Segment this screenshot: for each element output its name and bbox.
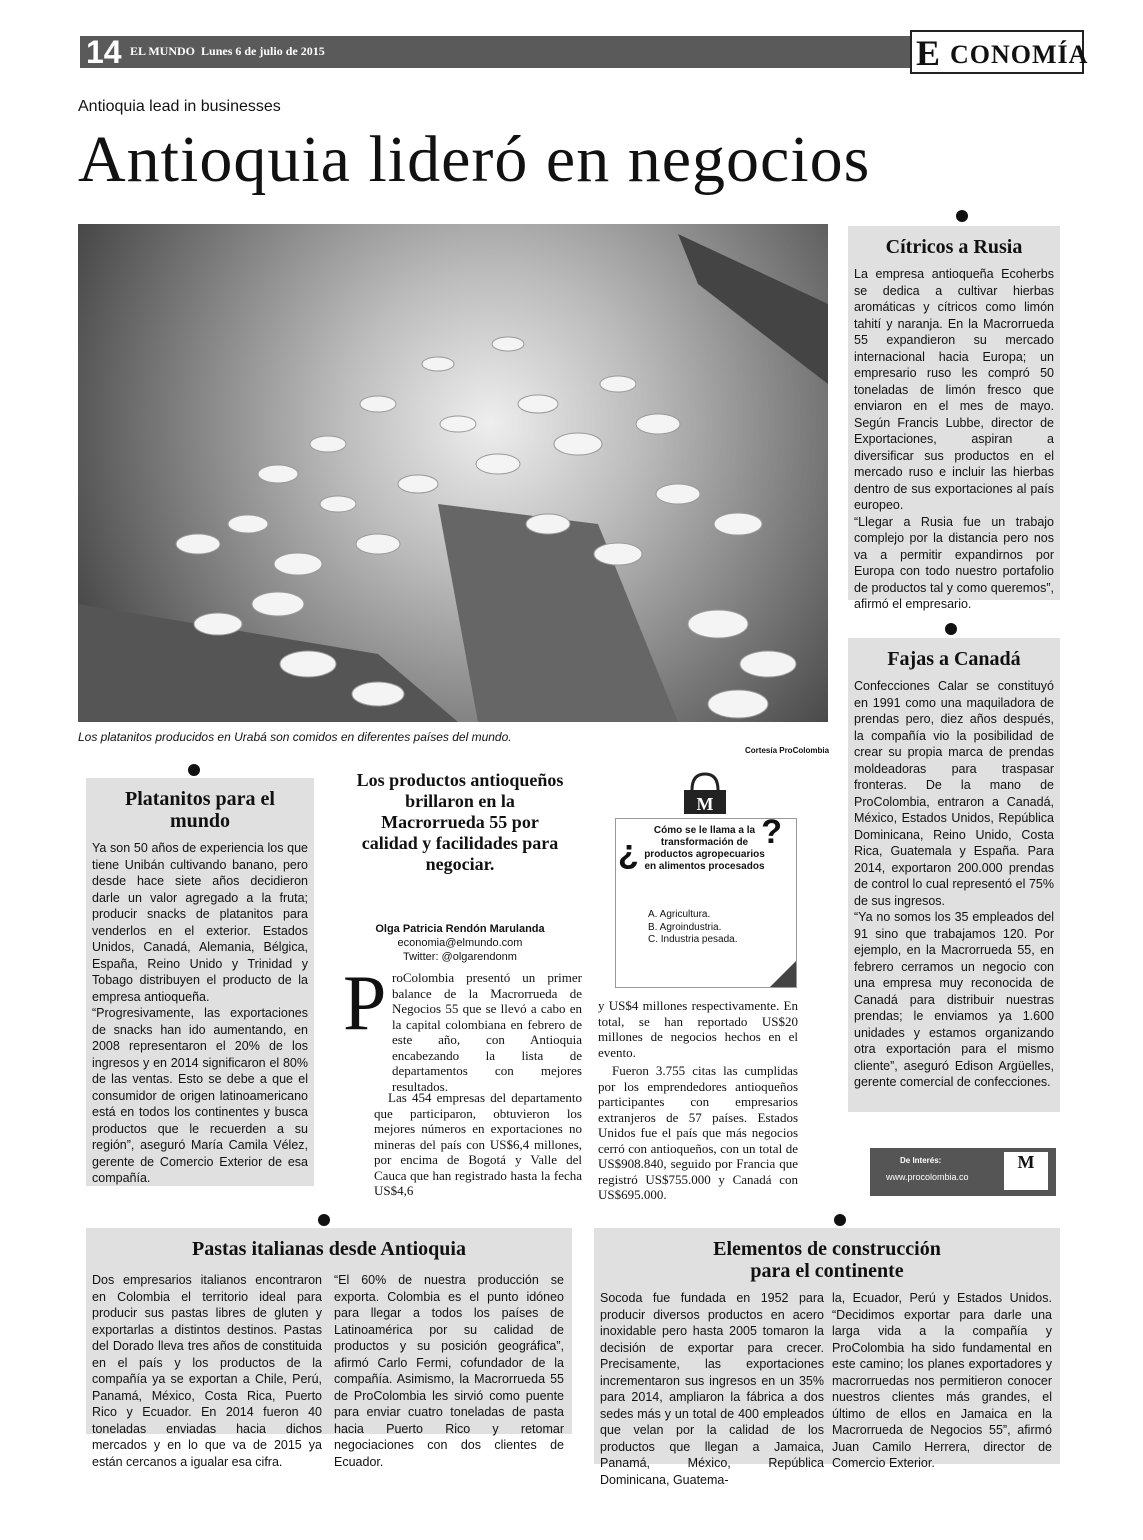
author-name: Olga Patricia Rendón Marulanda <box>375 923 545 935</box>
main-photo <box>78 224 828 722</box>
box-fajas <box>848 638 1060 1112</box>
pin-icon <box>188 764 200 776</box>
quiz-options <box>648 909 738 947</box>
box-platanitos-title: Platanitos para el mundo <box>125 788 275 832</box>
author-email: economia@elmundo.com <box>397 937 523 949</box>
pin-icon <box>945 623 957 635</box>
quiz-question: Cómo se le llama a la transformación de productos agropecuarios en alimentos procesados <box>644 825 765 872</box>
elmundo-logo: M <box>1004 1152 1048 1190</box>
box-fajas-title: Fajas a Canadá <box>887 648 1021 670</box>
box-fajas-p2: “Ya no somos los 35 empleados del 91 sino que trabajamos 120. Por ejemplo, en la Macrorrueda 55, en febrero cerramos un negocio con una empresa muy reconocida de Canadá para distribuir nuestras prendas; le enviamos ya 1.600 unidades y estamos organizando otra exportación para el mismo cliente”, aseguró Edison Argüelles, gerente comercial de confecciones. <box>854 910 1054 1089</box>
pin-icon <box>956 210 968 222</box>
box-pastas <box>86 1228 572 1469</box>
byline <box>355 922 565 964</box>
box-fajas-p1: Confecciones Calar se constituyó en 1991 como una maquiladora de prendas pero, diez años después, la compañía vio la posibilidad de crear su propia marca de prendas moldeadoras para traspasar fronteras. De la mano de ProColombia, entraron a Canadá, México, Estados Unidos, República Dominicana, Reino Unido, Costa Rica, Guatemala y España. Para 2014, exportaron 200.000 prendas de control lo cual representó el 75% de sus ingresos. <box>854 679 1054 908</box>
box-citricos-p1: La empresa antioqueña Ecoherbs se dedica a cultivar hierbas aromáticas y cítricos como limón tahití y naranja. En la Macrorrueda 55 expandieron su mercado internacional hacia Europa; un empresario ruso les compró 50 toneladas de limón fresco que enviaron en el mes de mayo. Según Francis Lubbe, director de Exportaciones, aspiran a diversificar sus productos en el mercado ruso e incluir las hierbas dentro de sus exportaciones al país europeo. <box>854 267 1054 512</box>
box-citricos-p2: “Llegar a Rusia fue un trabajo complejo por la distancia pero nos va a permitir expandirnos por Europa con todo nuestro portafolio de productos tal y como queremos”, afirmó el empresario. <box>854 514 1054 611</box>
quiz-open-mark: ¿ <box>618 833 639 871</box>
drop-cap: P <box>343 959 387 1046</box>
box-elementos-col1: Socoda fue fundada en 1952 para producir diversos productos en acero inoxidable pero hasta 2005 tomaron la decisión de exportar para crecer. Precisamente, las exportaciones incrementaron sus ingresos en un 35% para 2014, ampliaron la fábrica a dos sedes más y un total de 400 empleados que velan por la calidad de los productos que llegan a Jamaica, Panamá, México, República Dominicana, Guatema- <box>600 1291 824 1487</box>
photo-illustration <box>78 224 828 722</box>
section-initial: E <box>916 33 941 73</box>
section-rest: CONOMÍA <box>950 40 1089 69</box>
box-pastas-col1: Dos empresarios italianos encontraron en Colombia el territorio ideal para producir sus pastas libres de gluten y exportarlas a distintos destinos. Pastas del Dorado lleva tres años de constituida en el país y los productos de la compañía ya se exportan a Chile, Perú, Panamá, México, Costa Rica, Puerto Rico y Ecuador. En 2014 fueron 40 toneladas enviadas hacia dichos mercados y en lo que va de 2015 ya están cercanos a igualar esa cifra. <box>92 1273 322 1469</box>
box-elementos-title: Elementos de construcción para el continente <box>713 1238 941 1282</box>
svg-text:M: M <box>696 794 714 814</box>
quiz-option: A. Agricultura. <box>648 909 711 920</box>
box-platanitos-p1: Ya son 50 años de experiencia los que tiene Unibán cultivando banano, pero desde hace siete años decidieron darle un valor agregado a la fruta; producir snacks de platanitos para venderlos en el exterior. Estados Unidos, Canadá, Alemania, Bélgica, España, Reino Unido y Trinidad y Tobago distribuyen el producto de la empresa antioqueña. <box>92 841 308 1004</box>
quiz-option: C. Industria pesada. <box>648 934 738 945</box>
photo-credit: Cortesía ProColombia <box>745 746 830 755</box>
publication-date: Lunes 6 de julio de 2015 <box>201 44 325 58</box>
author-twitter: Twitter: @olgarendonm <box>403 951 517 963</box>
pin-icon <box>318 1214 330 1226</box>
kicker: Antioquia lead in businesses <box>78 98 281 115</box>
page-number: 14 <box>86 34 122 70</box>
quiz-box <box>615 813 797 988</box>
pin-icon <box>834 1214 846 1226</box>
box-platanitos-p2: “Progresivamente, las exportaciones de snacks han ido aumentando, en 2008 representaron el 20% de los ingresos y en 2014 significaron el 80% de las ventas. Esto se debe a que el consumidor de origen latinoamericano está en todos los continentes y busca productos que le recuerden a su región”, aseguró María Camila Vélez, gerente de Comercio Exterior de esa compañía. <box>92 1006 308 1185</box>
box-elementos <box>594 1228 1060 1487</box>
section-label <box>910 30 1089 74</box>
box-pastas-title: Pastas italianas desde Antioquia <box>192 1238 466 1260</box>
box-elementos-col2: la, Ecuador, Perú y Estados Unidos. “Decidimos exportar para darle una larga vida a la compañía y ProColombia ha sido fundamental en este camino; los planes exportadores y macrorruedas nos permitieron conocer nuestros clientes más grandes, el último de ellos en Jamaica en la Macrorrueda de Negocios 55”, afirmó Juan Camilo Herrera, director de Comercio Exterior. <box>832 1291 1052 1470</box>
story-deck: Los productos antioqueños brillaron en la Macrorrueda 55 por calidad y facilidades para negociar. <box>356 770 564 874</box>
story-col1-p1a <box>392 970 582 1094</box>
photo-caption: Los platanitos producidos en Urabá son comidos en diferentes países del mundo. <box>78 730 512 744</box>
publication-line <box>130 44 325 59</box>
de-interes-box <box>870 1148 1056 1196</box>
box-citricos-title: Cítricos a Rusia <box>885 236 1023 258</box>
box-citricos <box>848 226 1060 611</box>
box-platanitos <box>86 778 314 1186</box>
story-col2-p1: y US$4 millones respectivamente. En total, se han reportado US$20 millones de negocios hechos en el evento. <box>598 998 798 1060</box>
binder-clip-icon <box>680 770 730 814</box>
de-interes-url[interactable]: www.procolombia.co <box>886 1172 969 1182</box>
story-col1-p1: roColombia presentó un primer balance de la Macrorrueda de Negocios 55 que se llevó a cabo en la capital colombiana en febrero de este año, con Antioquia encabezando la lista de departamentos con mejores resultados. <box>392 970 582 1094</box>
quiz-option: B. Agroindustria. <box>648 921 722 933</box>
publication-name: EL MUNDO <box>130 44 196 58</box>
quiz-close-mark: ? <box>761 813 782 851</box>
headline: Antioquia lideró en negocios <box>78 123 871 196</box>
box-pastas-col2: “El 60% de nuestra producción se exporta. Colombia es el punto idóneo para llegar a todos los países de Latinoamérica por su calidad de productos y su posición geográfica”, afirmó Carlo Fermi, cofundador de la compañía. Asimismo, la Macrorrueda 55 de ProColombia les sirvió como puente para enviar cuatro toneladas de pasta hacia Puerto Rico y retomar negociaciones con dos clientes de Ecuador. <box>334 1273 564 1469</box>
quiz-corner <box>770 961 796 987</box>
story-col2-p2: Fueron 3.755 citas las cumplidas por los emprendedores antioqueños participantes con empresarios extranjeros de 57 países. Estados Unidos fue el país que más negocios cerró con antioqueños, con un total de US$908.840, seguido por Francia que registró US$755.000 y Canadá con US$695.000. <box>598 1063 798 1202</box>
story-col1-p2: Las 454 empresas del departamento que participaron, obtuvieron los mejores números en exportaciones no mineras del país con US$6,4 millones, por encima de Bogotá y Valle del Cauca que han registrado hasta la fecha US$4,6 <box>374 1090 582 1198</box>
de-interes-label: De Interés: <box>900 1156 942 1165</box>
